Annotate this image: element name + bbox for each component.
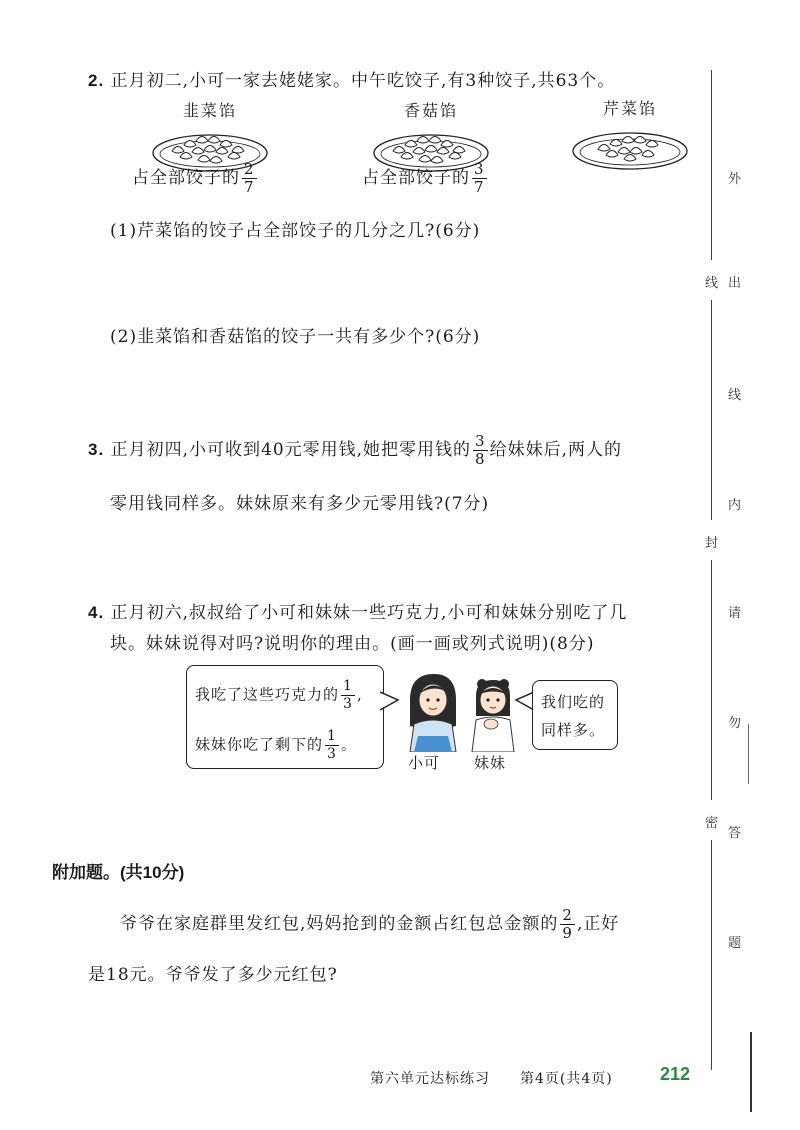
warning-char: 答 [728, 826, 742, 841]
bubble-text: 妹妹你吃了剩下的 [195, 735, 324, 754]
bubble-line-1: 我吃了这些巧克力的 $\frac{1}{3}$ , [195, 678, 363, 712]
bubble-line-1: 我们吃的 [541, 693, 606, 711]
fraction [242, 161, 257, 196]
plate-qincai [570, 96, 690, 175]
plate-label: 芹菜馅 [602, 99, 657, 118]
question-2-part-1: (1)芹菜馅的饺子占全部饺子的几分之几?(6分) [110, 221, 481, 241]
fraction [472, 161, 487, 196]
fraction-denominator: 7 [474, 178, 485, 196]
fraction [473, 433, 488, 468]
plate-jiucai-caption [132, 161, 259, 196]
question-4-line-1 [88, 598, 627, 623]
question-text: 给妹妹后,两人的 [489, 440, 622, 460]
question-text: ,正好 [576, 914, 620, 934]
warning-char: 题 [728, 936, 742, 951]
fraction [325, 728, 339, 763]
fraction-numerator: 2 [244, 160, 255, 178]
question-text: 正月初六,叔叔给了小可和妹妹一些巧克力,小可和妹妹分别吃了几 [110, 603, 628, 623]
question-number: 4. [88, 603, 105, 622]
girls-illustration [396, 670, 522, 752]
footer-page: 第4页(共4页) [520, 1071, 613, 1087]
binding-line-segment [711, 300, 712, 520]
fraction-numerator: 2 [562, 906, 573, 924]
binding-label: 密 [705, 816, 719, 831]
plate-xianggu-caption [362, 161, 489, 196]
bubble-line-2: 同样多。 [541, 721, 606, 739]
warning-char: 请 [728, 606, 742, 621]
name-meimei: 妹妹 [474, 754, 507, 772]
fraction-denominator: 8 [475, 450, 486, 468]
caption-text: 占全部饺子的 [132, 168, 240, 188]
warning-char: 勿 [728, 716, 742, 731]
fraction-numerator: 3 [475, 432, 486, 450]
question-text: 爷爷在家庭群里发红包,妈妈抢到的金额占红包总金额的 [120, 914, 559, 934]
bubble-line-2: 妹妹你吃了剩下的 $\frac{1}{3}$ 。 [195, 728, 357, 762]
binding-line-segment [711, 840, 712, 1070]
bonus-line-2: 是18元。爷爷发了多少元红包? [88, 965, 338, 985]
binding-label: 封 [705, 536, 719, 551]
footer-unit: 第六单元达标练习 [370, 1071, 490, 1087]
question-text: 正月初四,小可收到40元零用钱,她把零用钱的 [110, 440, 472, 460]
dumpling-plate-illustration [570, 119, 690, 171]
question-2-part-2: (2)韭菜馅和香菇馅的饺子一共有多少个?(6分) [110, 327, 481, 347]
question-2 [88, 66, 615, 91]
margin-mark [748, 724, 749, 784]
fraction-numerator: 1 [327, 728, 337, 744]
margin-char: 线 [728, 388, 742, 403]
binding-line-segment [711, 70, 712, 260]
margin-char: 外 [728, 172, 742, 187]
name-xiaoke: 小可 [408, 754, 441, 772]
question-3-line-2: 零用钱同样多。妹妹原来有多少元零用钱?(7分) [110, 494, 490, 514]
fraction-denominator: 3 [343, 696, 353, 712]
fraction-denominator: 9 [562, 924, 573, 942]
speech-bubble-xiaoke [186, 665, 384, 769]
binding-label: 线 [705, 276, 719, 291]
speech-bubble-meimei [532, 680, 618, 750]
fraction-numerator: 1 [343, 678, 353, 694]
margin-char: 内 [728, 498, 742, 513]
question-4-line-2: 块。妹妹说得对吗?说明你的理由。(画一画或列式说明)(8分) [110, 634, 595, 654]
fraction [341, 678, 355, 713]
fraction-denominator: 7 [244, 178, 255, 196]
bubble-tail-right [514, 688, 534, 712]
question-number: 3. [88, 440, 105, 459]
fraction [560, 907, 575, 942]
bubble-text: 我吃了这些巧克力的 [195, 685, 340, 704]
margin-mark [750, 1032, 752, 1112]
question-text: 正月初二,小可一家去姥姥家。中午吃饺子,有3种饺子,共63个。 [110, 71, 616, 91]
bonus-line-1 [120, 907, 619, 942]
question-3-line-1 [88, 433, 622, 468]
binding-line-segment [711, 560, 712, 800]
fraction-denominator: 3 [327, 746, 337, 762]
margin-char: 出 [728, 276, 742, 291]
caption-text: 占全部饺子的 [362, 168, 470, 188]
plate-label: 韭菜馅 [182, 101, 237, 120]
plate-label: 香菇馅 [403, 101, 458, 120]
bonus-title: 附加题。(共10分) [52, 863, 185, 882]
question-number: 2. [88, 71, 105, 90]
fraction-numerator: 3 [474, 160, 485, 178]
page-number: 212 [660, 1064, 691, 1084]
